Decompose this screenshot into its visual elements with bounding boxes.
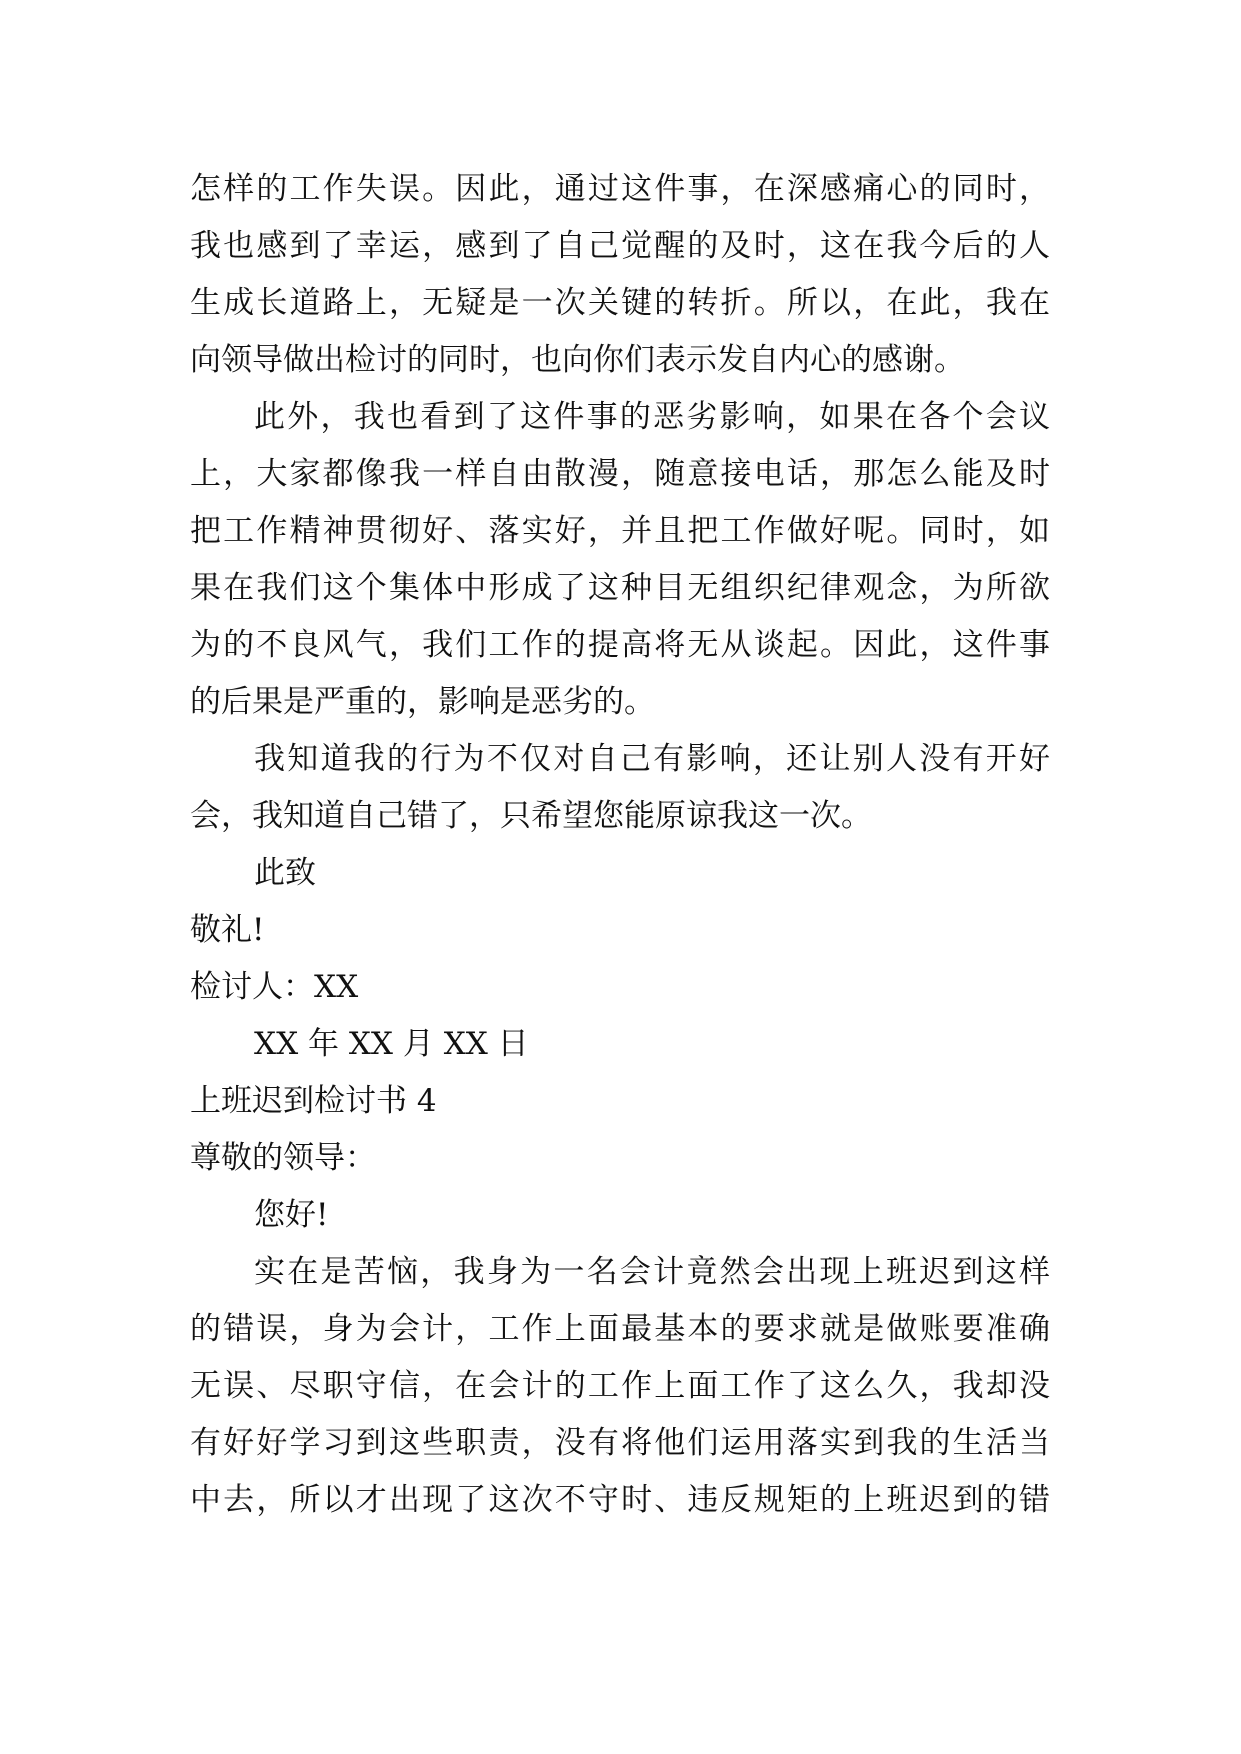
paragraph-line: 的后果是严重的，影响是恶劣的。 [190,684,655,720]
paragraph-line: 无误、尽职守信，在会计的工作上面工作了这么久，我却没 [190,1368,1050,1404]
paragraph-line: 有好好学习到这些职责，没有将他们运用落实到我的生活当 [190,1425,1050,1461]
closing-salutation: 此致 [254,855,316,891]
paragraph-line: 上，大家都像我一样自由散漫，随意接电话，那怎么能及时 [190,456,1050,492]
paragraph-line: 怎样的工作失误。因此，通过这件事，在深感痛心的同时， [190,171,1050,207]
section-title: 上班迟到检讨书 4 [190,1083,437,1119]
greeting-recipient: 尊敬的领导： [190,1140,376,1176]
closing-regards: 敬礼! [190,912,265,948]
paragraph-line: 中去，所以才出现了这次不守时、违反规矩的上班迟到的错 [190,1482,1050,1518]
paragraph-line: 我也感到了幸运，感到了自己觉醒的及时，这在我今后的人 [190,228,1050,264]
paragraph-line: 会，我知道自己错了，只希望您能原谅我这一次。 [190,798,872,834]
signature-line: 检讨人：XX [190,969,359,1005]
date-line: XX 年 XX 月 XX 日 [254,1026,529,1062]
paragraph-line: 把工作精神贯彻好、落实好，并且把工作做好呢。同时，如 [190,513,1050,549]
paragraph-line: 向领导做出检讨的同时，也向你们表示发自内心的感谢。 [190,342,965,378]
paragraph-line: 我知道我的行为不仅对自己有影响，还让别人没有开好 [254,741,1050,777]
paragraph-line: 的错误，身为会计，工作上面最基本的要求就是做账要准确 [190,1311,1050,1347]
paragraph-line: 果在我们这个集体中形成了这种目无组织纪律观念，为所欲 [190,570,1050,606]
greeting: 您好! [254,1197,329,1233]
paragraph-line: 为的不良风气，我们工作的提高将无从谈起。因此，这件事 [190,627,1050,663]
paragraph-line: 此外，我也看到了这件事的恶劣影响，如果在各个会议 [254,399,1050,435]
paragraph-line: 生成长道路上，无疑是一次关键的转折。所以，在此，我在 [190,285,1050,321]
paragraph-line: 实在是苦恼，我身为一名会计竟然会出现上班迟到这样 [254,1254,1050,1290]
